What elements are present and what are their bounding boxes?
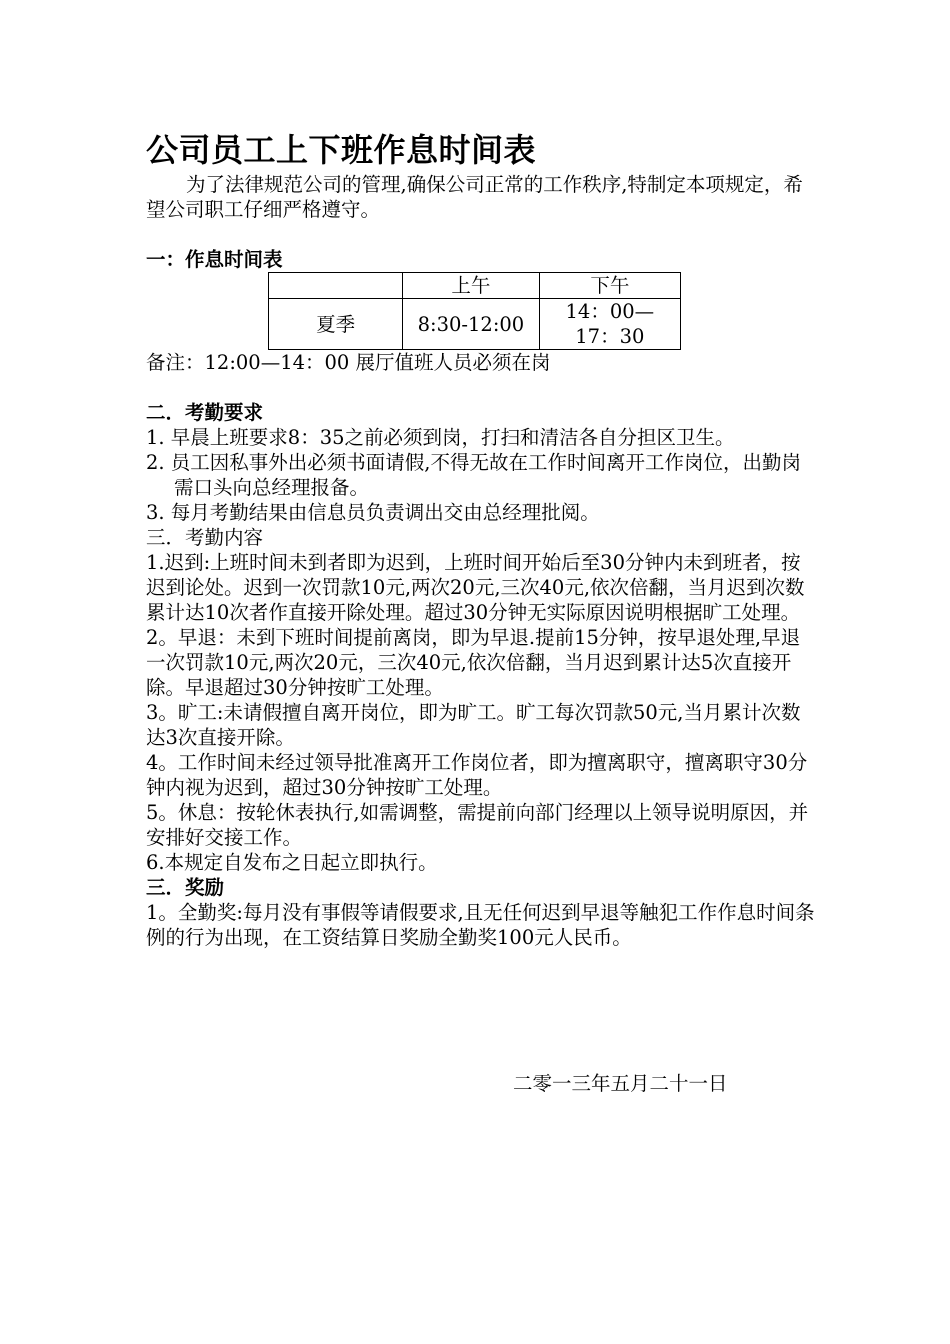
list-item: 1。全勤奖:每月没有事假等请假要求,且无任何迟到早退等触犯工作作息时间条例的行为出现，在工资结算日奖励全勤奖100元人民币。 <box>146 901 815 949</box>
signature-date: 二零一三年五月二十一日 <box>513 1072 728 1095</box>
table-header-row <box>269 273 681 299</box>
spacer <box>146 222 818 247</box>
afternoon-end: 17：30 <box>575 325 645 348</box>
list-item: 4。工作时间未经过领导批准离开工作岗位者，即为擅离职守，擅离职守30分钟内视为迟到，超过30分钟按旷工处理。 <box>146 751 808 799</box>
schedule-table <box>268 272 681 350</box>
list-item: 3. 每月考勤结果由信息员负责调出交由总经理批阅。 <box>146 501 600 524</box>
spacer <box>146 375 818 400</box>
list-item: 1. 早晨上班要求8：35之前必须到岗，打扫和清洁各自分担区卫生。 <box>146 426 735 449</box>
list-item: 2。早退：未到下班时间提前离岗，即为早退.提前15分钟，按早退处理,早退一次罚款10元,两次20元，三次40元,依次倍翻，当月迟到累计达5次直接开除。早退超过30分钟按旷工处理。 <box>146 626 801 699</box>
list-item: 5。休息：按轮休表执行,如需调整，需提前向部门经理以上领导说明原因，并安排好交接工作。 <box>146 801 809 849</box>
schedule-note: 备注：12:00—14：00 展厅值班人员必须在岗 <box>146 351 551 374</box>
intro-paragraph: 为了法律规范公司的管理,确保公司正常的工作秩序,特制定本项规定，希望公司职工仔细严格遵守。 <box>146 173 803 221</box>
table-header-cell: 上午 <box>403 273 539 299</box>
afternoon-start: 14：00— <box>565 300 655 323</box>
table-header-cell: 下午 <box>539 273 680 299</box>
section-heading-attendance-requirements: 二．考勤要求 <box>146 401 264 424</box>
morning-hours-cell: 8:30-12:00 <box>403 299 539 350</box>
list-item: 6.本规定自发布之日起立即执行。 <box>146 851 438 874</box>
list-item: 1.迟到:上班时间未到者即为迟到，上班时间开始后至30分钟内未到班者，按迟到论处。迟到一次罚款10元,两次20元,三次40元,依次倍翻，当月迟到次数累计达10次者作直接开除处理。超过30分钟无实际原因说明根据旷工处理。 <box>146 551 805 624</box>
document-body <box>146 128 818 950</box>
page-title: 公司员工上下班作息时间表 <box>146 131 537 169</box>
table-row <box>269 299 681 350</box>
list-item: 2. 员工因私事外出必须书面请假,不得无故在工作时间离开工作岗位，出勤岗需口头向总经理报备。 <box>146 451 802 499</box>
section-heading-schedule: 一：作息时间表 <box>146 248 283 271</box>
table-header-cell <box>269 273 403 299</box>
section-heading-rewards: 三．奖励 <box>146 876 225 899</box>
section-heading-attendance-content: 三．考勤内容 <box>146 526 264 549</box>
afternoon-hours-cell <box>539 299 680 350</box>
season-cell: 夏季 <box>269 299 403 350</box>
list-item: 3。旷工:未请假擅自离开岗位，即为旷工。旷工每次罚款50元,当月累计次数达3次直接开除。 <box>146 701 801 749</box>
